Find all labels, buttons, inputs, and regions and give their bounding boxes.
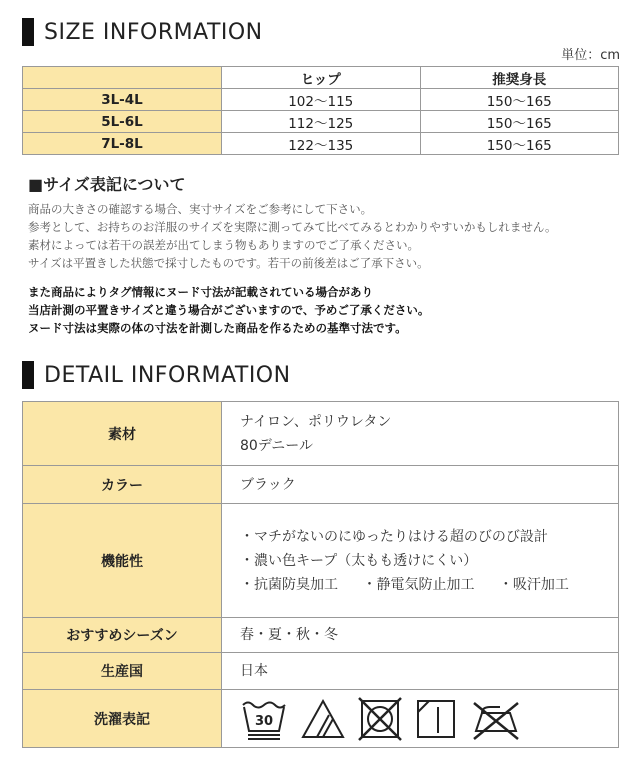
size-section-header <box>22 18 263 46</box>
wash-30-gentle-icon <box>240 697 288 741</box>
table-row <box>23 690 619 748</box>
notes-line: 素材によっては若干の誤差が出てしまう物もありますのでご了承ください。 <box>28 238 419 252</box>
table-row <box>23 466 619 504</box>
notes-body <box>28 200 557 272</box>
care-value <box>222 690 619 748</box>
hip-cell: 122～135 <box>222 133 421 155</box>
height-cell: 150～165 <box>420 111 619 133</box>
table-row <box>23 89 619 111</box>
height-cell: 150～165 <box>420 133 619 155</box>
detail-section-header <box>22 361 291 389</box>
header-hip: ヒップ <box>222 67 421 89</box>
unit-label: 単位：cm <box>561 48 620 63</box>
size-table-header <box>23 67 619 89</box>
origin-value: 日本 <box>222 653 619 690</box>
table-row <box>23 111 619 133</box>
function-line <box>240 573 618 597</box>
notes-line: 参考として、お持ちのお洋服のサイズを実際に測ってみて比べてみるとわかりやすいかもしれません。 <box>28 220 557 234</box>
care-label: 洗濯表記 <box>23 690 222 748</box>
notes-title: ■サイズ表記について <box>28 175 186 194</box>
table-row <box>23 402 619 466</box>
header-height: 推奨身長 <box>420 67 619 89</box>
origin-label: 生産国 <box>23 653 222 690</box>
size-cell: 5L-6L <box>23 111 222 133</box>
notes-bold-line: また商品によりタグ情報にヌード寸法が記載されている場合があり <box>28 285 373 299</box>
notes-line: 商品の大きさの確認する場合、実寸サイズをご参考にして下さい。 <box>28 202 373 216</box>
height-cell: 150～165 <box>420 89 619 111</box>
care-icons <box>240 697 618 741</box>
table-row <box>23 618 619 653</box>
header-blank-cell <box>23 67 222 89</box>
size-table <box>22 66 619 155</box>
size-cell: 3L-4L <box>23 89 222 111</box>
table-row <box>23 133 619 155</box>
wash-temp: 30 <box>254 713 274 729</box>
function-value <box>222 504 619 618</box>
function-item: ・抗菌防臭加工 <box>240 576 338 593</box>
hip-cell: 102～115 <box>222 89 421 111</box>
table-row <box>23 504 619 618</box>
material-line: ナイロン、ポリウレタン <box>240 413 392 430</box>
drip-dry-shade-icon <box>414 697 458 741</box>
detail-section-title: DETAIL INFORMATION <box>44 362 291 388</box>
color-label: カラー <box>23 466 222 504</box>
material-line: 80デニール <box>240 437 313 454</box>
color-value: ブラック <box>222 466 619 504</box>
function-label: 機能性 <box>23 504 222 618</box>
no-tumble-dry-icon <box>358 697 402 741</box>
notes-line: サイズは平置きした状態で採寸したものです。若干の前後差はご了承下さい。 <box>28 256 429 270</box>
function-line: ・マチがないのにゆったりはける超のびのび設計 <box>240 528 548 545</box>
function-line: ・濃い色キープ（太もも透けにくい） <box>240 552 478 569</box>
detail-table <box>22 401 619 748</box>
iron-low-icon <box>470 697 522 741</box>
section-marker <box>22 361 34 389</box>
notes-bold-line: ヌード寸法は実際の体の寸法を計測した商品を作るための基準寸法です。 <box>28 321 407 335</box>
bleach-allowed-icon <box>300 697 346 741</box>
size-cell: 7L-8L <box>23 133 222 155</box>
table-row <box>23 653 619 690</box>
function-item: ・静電気防止加工 <box>362 576 475 593</box>
section-marker <box>22 18 34 46</box>
function-item: ・吸汗加工 <box>498 576 569 593</box>
notes-bold <box>28 283 429 337</box>
material-label: 素材 <box>23 402 222 466</box>
size-section-title: SIZE INFORMATION <box>44 19 263 45</box>
hip-cell: 112～125 <box>222 111 421 133</box>
season-label: おすすめシーズン <box>23 618 222 653</box>
season-value: 春・夏・秋・冬 <box>222 618 619 653</box>
notes-bold-line: 当店計測の平置きサイズと違う場合がございますので、予めご了承ください。 <box>28 303 430 317</box>
material-value <box>222 402 619 466</box>
